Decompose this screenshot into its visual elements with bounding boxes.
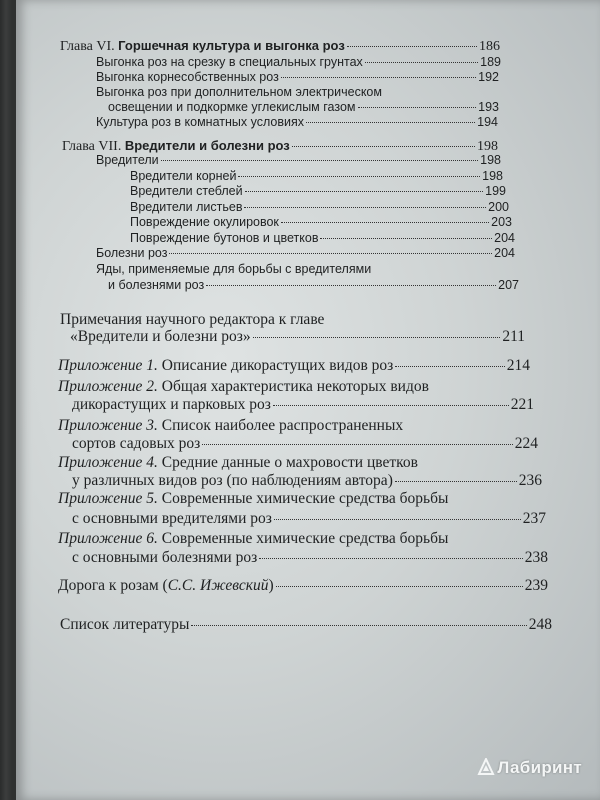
appendix-title: Современные химические средства борьбы xyxy=(161,490,449,507)
appendix-label: Приложение 1. xyxy=(58,357,158,374)
toc-entry xyxy=(72,472,542,490)
toc-entry-page: 224 xyxy=(514,435,538,452)
toc-entry xyxy=(130,184,506,198)
toc-entry xyxy=(72,549,548,567)
labyrinth-logo-icon xyxy=(477,758,495,776)
leader-dots xyxy=(161,159,479,161)
appendix-title: Список наиболее распространенных xyxy=(161,417,404,434)
appendix-label: Приложение 2. xyxy=(58,378,158,395)
toc-entry-page: 200 xyxy=(488,200,509,214)
leader-dots xyxy=(253,336,501,338)
leader-dots xyxy=(320,237,492,239)
toc-entry-text: Дорога к розам ( xyxy=(58,577,168,594)
leader-dots xyxy=(281,221,489,223)
leader-dots xyxy=(281,76,476,78)
toc-entry-text: Яды, применяемые для борьбы с вредителями xyxy=(96,262,372,276)
toc-entry-page: 248 xyxy=(528,616,552,633)
toc-entry-text: Список литературы xyxy=(60,616,190,633)
toc-entry-page: 207 xyxy=(498,278,519,292)
leader-dots xyxy=(274,518,521,520)
toc-appendix-6 xyxy=(58,530,448,548)
toc-entry xyxy=(130,231,515,245)
appendix-title: с основными болезнями роз xyxy=(72,549,258,566)
appendix-title: Средние данные о махровости цветков xyxy=(161,454,418,471)
appendix-title: Описание дикорастущих видов роз xyxy=(161,357,394,374)
toc-entry-text: Выгонка роз на срезку в специальных грунтах xyxy=(96,55,363,69)
toc-entry-text: Примечания научного редактора к главе xyxy=(60,311,325,328)
appendix-label: Приложение 3. xyxy=(58,417,158,434)
toc-entry xyxy=(72,435,538,453)
toc-entry-text: «Вредители и болезни роз» xyxy=(70,328,251,345)
chapter-7-page: 198 xyxy=(477,139,498,154)
toc-entry xyxy=(96,70,499,84)
toc-entry-page: 192 xyxy=(478,70,499,84)
toc-entry-page: 189 xyxy=(480,55,501,69)
toc-entry-page: 199 xyxy=(485,184,506,198)
leader-dots xyxy=(244,206,486,208)
toc-entry xyxy=(96,153,501,167)
toc-entry-text: Повреждение окулировок xyxy=(130,215,279,229)
toc-entry xyxy=(72,510,546,528)
toc-entry xyxy=(108,100,499,114)
toc-entry-text: Болезни роз xyxy=(96,246,168,260)
appendix-title: Общая характеристика некоторых видов xyxy=(161,378,429,395)
toc-entry xyxy=(130,169,503,183)
toc-entry xyxy=(96,55,501,69)
toc-appendix-1 xyxy=(58,357,530,375)
toc-chapter-6 xyxy=(60,38,500,55)
leader-dots xyxy=(169,252,492,254)
toc-entry-text: Вредители корней xyxy=(130,169,237,183)
leader-dots xyxy=(245,190,484,192)
leader-dots xyxy=(395,480,517,482)
appendix-title: сортов садовых роз xyxy=(72,435,201,452)
toc-entry xyxy=(130,215,512,229)
toc-entry-text: Вредители xyxy=(96,153,159,167)
leader-dots xyxy=(306,121,475,123)
toc-entry-text: Повреждение бутонов и цветков xyxy=(130,231,319,245)
toc-entry xyxy=(108,278,519,292)
toc-entry-page: 211 xyxy=(502,328,525,345)
leader-dots xyxy=(206,284,496,286)
toc-editor-notes xyxy=(70,328,525,346)
author-name: С.С. Ижевский xyxy=(167,577,269,594)
toc-appendix-3 xyxy=(58,417,403,435)
leader-dots xyxy=(347,45,477,47)
toc-entry-text: Выгонка корнесобственных роз xyxy=(96,70,279,84)
toc-entry-text: Вредители листьев xyxy=(130,200,243,214)
leader-dots xyxy=(395,365,504,367)
toc-literature xyxy=(60,616,552,634)
appendix-title: у различных видов роз (по наблюдениям автора) xyxy=(72,472,393,489)
chapter-7-title: Вредители и болезни роз xyxy=(124,138,290,153)
appendix-title: дикорастущих и парковых роз xyxy=(72,396,271,413)
toc-entry-page: 237 xyxy=(522,510,546,527)
appendix-label: Приложение 4. xyxy=(58,454,158,471)
leader-dots xyxy=(292,145,475,147)
toc-entry-page: 194 xyxy=(477,115,498,129)
appendix-title: Современные химические средства борьбы xyxy=(161,530,449,547)
toc-entry-text: ) xyxy=(268,577,274,594)
toc-entry xyxy=(96,115,498,129)
toc-entry xyxy=(130,200,509,214)
toc-entry-page: 198 xyxy=(480,153,501,167)
chapter-6-title: Горшечная культура и выгонка роз xyxy=(118,38,345,53)
toc-entry-page: 239 xyxy=(524,577,548,594)
toc-entry-page: 198 xyxy=(482,169,503,183)
leader-dots xyxy=(259,557,523,559)
toc-entry-page: 203 xyxy=(491,215,512,229)
leader-dots xyxy=(365,61,478,63)
toc-entry-page: 236 xyxy=(518,472,542,489)
leader-dots xyxy=(273,404,509,406)
toc-entry-text: Вредители стеблей xyxy=(130,184,243,198)
watermark-text: Лабиринт xyxy=(497,758,582,777)
leader-dots xyxy=(191,624,526,626)
toc-appendix-4 xyxy=(58,454,418,472)
toc-entry-text: освещении и подкормке углекислым газом xyxy=(108,100,356,114)
toc-entry-page: 238 xyxy=(524,549,548,566)
toc-entry-page: 221 xyxy=(510,396,534,413)
appendix-title: с основными вредителями роз xyxy=(72,510,272,527)
chapter-7-prefix: Глава VII. xyxy=(62,139,125,154)
toc-entry-text: Выгонка роз при дополнительном электрическом xyxy=(96,85,382,99)
leader-dots xyxy=(276,585,523,587)
toc-appendix-5 xyxy=(58,490,448,508)
appendix-label: Приложение 5. xyxy=(58,490,158,507)
toc-road-to-roses xyxy=(58,577,548,595)
leader-dots xyxy=(358,106,477,108)
toc-entry-page: 193 xyxy=(478,100,499,114)
toc-entry-page: 204 xyxy=(494,246,515,260)
watermark-logo xyxy=(477,755,582,778)
appendix-label: Приложение 6. xyxy=(58,530,158,547)
toc-appendix-2 xyxy=(58,378,429,396)
toc-entry-page: 204 xyxy=(494,231,515,245)
leader-dots xyxy=(202,443,512,445)
toc-entry-page: 214 xyxy=(506,357,530,374)
leader-dots xyxy=(238,175,480,177)
toc-entry xyxy=(96,246,515,260)
chapter-6-prefix: Глава VI. xyxy=(60,39,119,54)
toc-entry-text: и болезнями роз xyxy=(108,278,205,292)
chapter-6-page: 186 xyxy=(479,39,500,54)
toc-entry-text: Культура роз в комнатных условиях xyxy=(96,115,304,129)
toc-entry xyxy=(72,396,534,414)
